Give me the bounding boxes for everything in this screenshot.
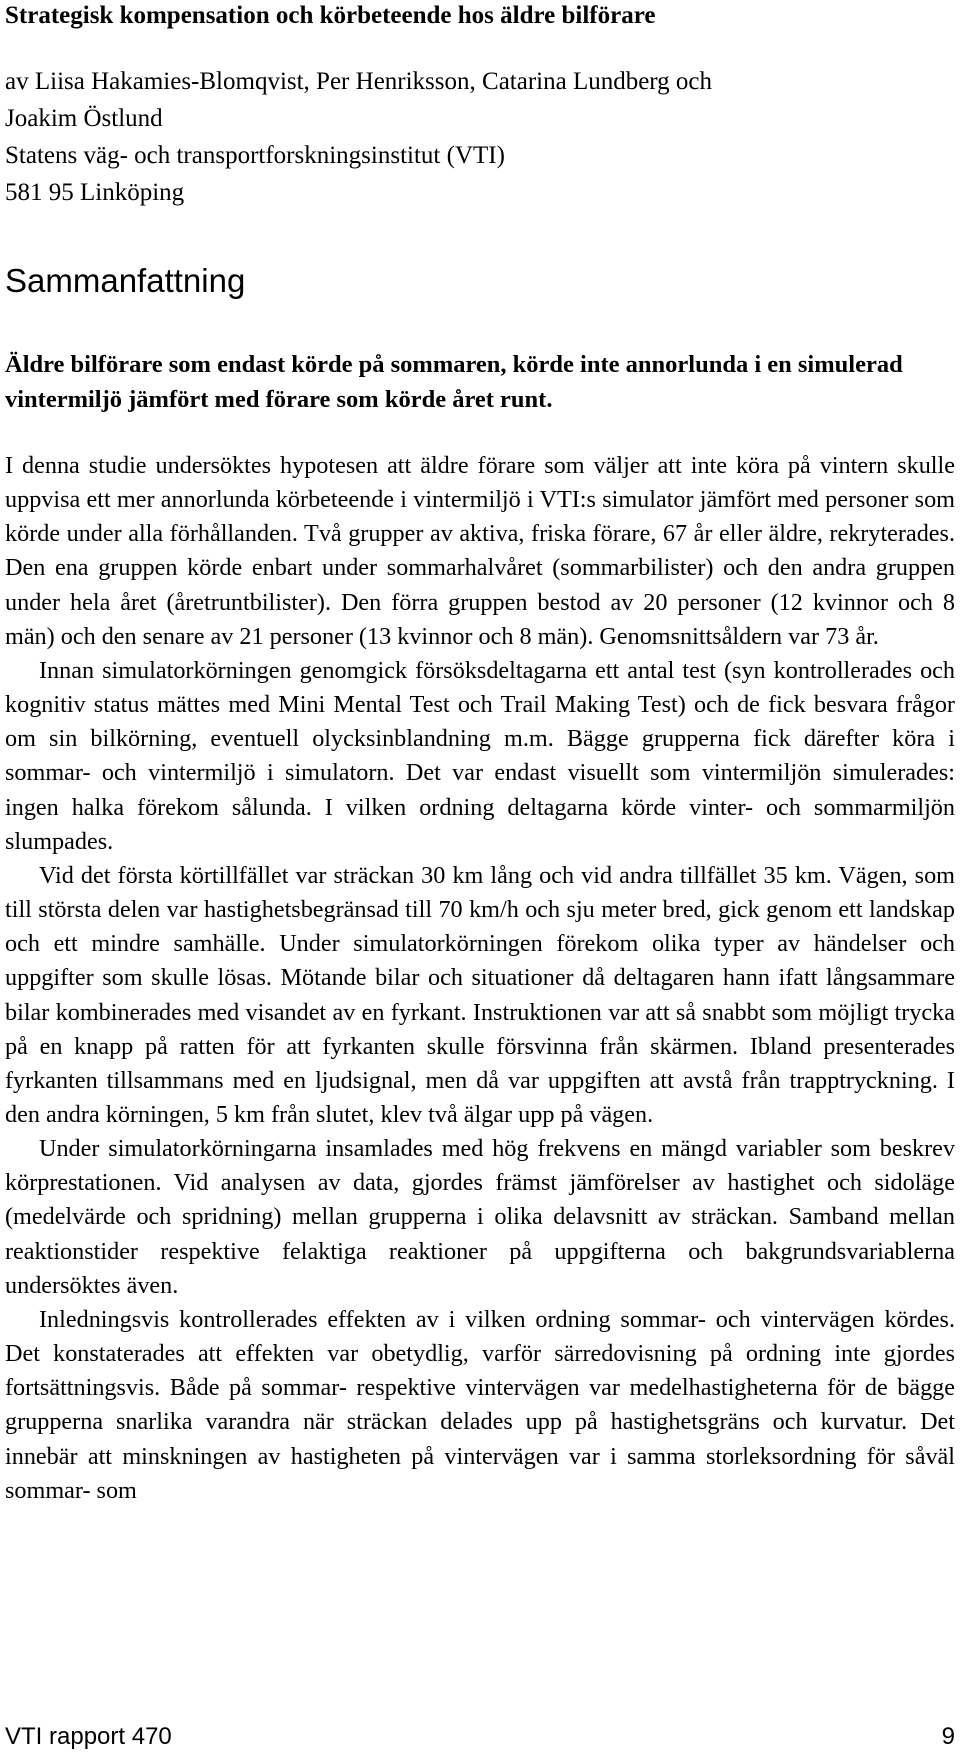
author-block xyxy=(5,63,712,211)
body-paragraph-3: Vid det första körtillfället var sträckan 30 km lång och vid andra tillfället 35 km. Vägen, som till största delen var hastighetsbegränsad till 70 km/h och sju meter bred, gick genom ett landskap och ett mindre samhälle. Under simulatorkörningen förekom olika typer av händelser och uppgifter som skulle lösas. Mötande bilar och situationer då deltagaren hann ifatt långsammare bilar kombinerades med visandet av en fyrkant. Instruktionen var att så snabbt som möjligt trycka på en knapp på ratten för att fyrkanten skulle försvinna från skärmen. Ibland presenterades fyrkanten tillsammans med en ljudsignal, men då var uppgiften att avstå från trapptryckning. I den andra körningen, 5 km från slutet, klev två älgar upp på vägen. xyxy=(5,861,955,1128)
document-title: Strategisk kompensation och körbeteende hos äldre bilförare xyxy=(5,2,656,29)
body-paragraph-2: Innan simulatorkörningen genomgick försöksdeltagarna ett antal test (syn kontrollerades och kognitiv status mättes med Mini Mental Test och Trail Making Test) och de fick besvara frågor om sin bilkörning, eventuell olycksinblandning m.m. Bägge grupperna fick därefter köra i sommar- och vintermiljö i simulatorn. Det var endast visuellt som vintermiljön simulerades: ingen halka förekom sålunda. I vilken ordning deltagarna körde vinter- och sommarmiljön slumpades. xyxy=(5,656,955,855)
body-paragraph-5: Inledningsvis kontrollerades effekten av i vilken ordning sommar- och vintervägen kördes. Det konstaterades att effekten var obetydlig, varför särredovisning på ordning inte gjordes fortsättningsvis. Både på sommar- respektive vintervägen var medelhastigheterna för de bägge grupperna snarlika varandra när sträckan delades upp på hastighetsgräns och kurvatur. Det innebär att minskningen av hastigheten på vintervägen var i samma storleksordning för såväl sommar- som xyxy=(5,1305,955,1504)
body-paragraph-4: Under simulatorkörningarna insamlades med hög frekvens en mängd variabler som beskrev körprestationen. Vid analysen av data, gjordes främst jämförelser av hastighet och sidoläge (medelvärde och spridning) mellan grupperna i olika delavsnitt av sträckan. Samband mellan reaktionstider respektive felaktiga reaktioner på uppgifterna och bakgrundsvariablerna undersöktes även. xyxy=(5,1135,955,1299)
authors-line-1: av Liisa Hakamies-Blomqvist, Per Henriksson, Catarina Lundberg och xyxy=(5,68,713,95)
page-number: 9 xyxy=(941,1723,955,1750)
summary-heading: Sammanfattning xyxy=(5,262,246,299)
summary-body xyxy=(5,449,955,1508)
summary-lead: Äldre bilförare som endast körde på sommaren, körde inte annorlunda i en simulerad vintermiljö jämfört med förare som körde året runt. xyxy=(5,351,903,413)
authors-line-2: Joakim Östlund xyxy=(5,105,163,132)
institution: Statens väg- och transportforskningsinstitut (VTI) xyxy=(5,142,505,169)
report-name: VTI rapport 470 xyxy=(5,1723,172,1750)
address: 581 95 Linköping xyxy=(5,179,185,206)
body-paragraph-1: I denna studie undersöktes hypotesen att äldre förare som väljer att inte köra på vintern skulle uppvisa ett mer annorlunda körbeteende i vintermiljö i VTI:s simulator jämfört med personer som körde under alla förhållanden. Två grupper av aktiva, friska förare, 67 år eller äldre, rekryterades. Den ena gruppen körde enbart under sommarhalvåret (sommarbilister) och den andra gruppen under hela året (åretruntbilister). Den förra gruppen bestod av 20 personer (12 kvinnor och 8 män) och den senare av 21 personer (13 kvinnor och 8 män). Genomsnittsåldern var 73 år. xyxy=(5,452,955,650)
